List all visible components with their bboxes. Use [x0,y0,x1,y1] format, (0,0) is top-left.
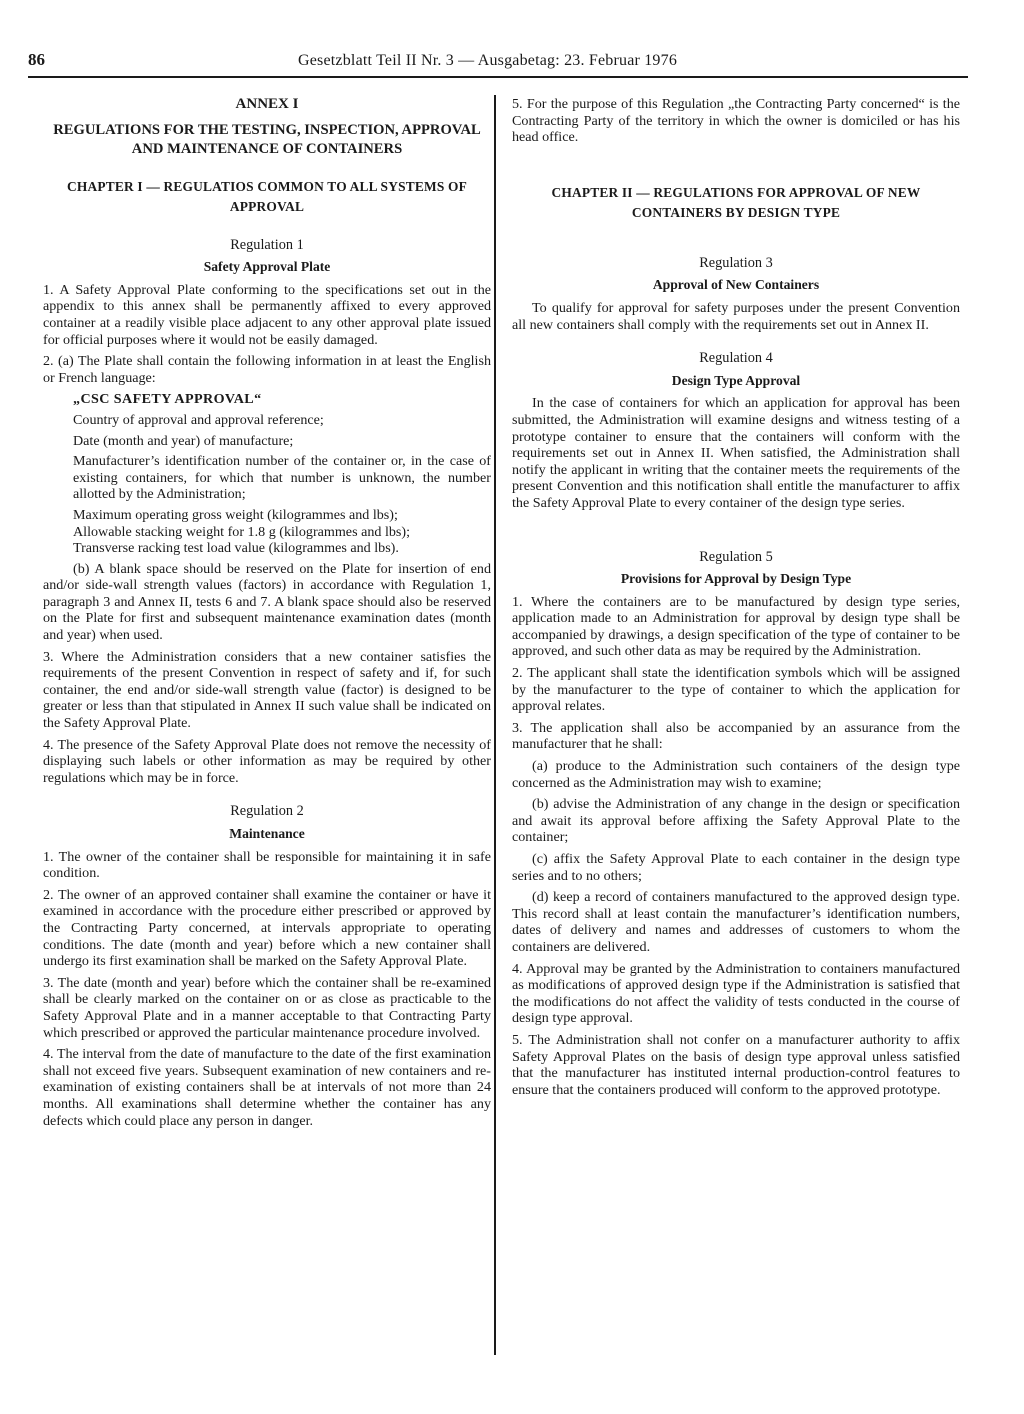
reg5-paragraph-2: 2. The applicant shall state the identification symbols which will be assigned by the manufacturer to the type of container to which the application for approval relates. [512,665,960,715]
running-title: Gesetzblatt Teil II Nr. 3 — Ausgabetag: 23. Februar 1976 [298,52,678,69]
reg5-paragraph-1: 1. Where the containers are to be manufactured by design type series, application made to an Administration for approval by design type shall be accompanied by drawings, a design specification of the type of container to be approved, and such other data as may be required by the Administration. [512,593,960,660]
plate-item-stacking-weight: Allowable stacking weight for 1.8 g (kilogrammes and lbs); [73,523,411,540]
regulation-1-number: Regulation 1 [230,236,304,253]
plate-item-racking-load: Transverse racking test load value (kilogrammes and lbs). [73,540,399,557]
right-column [512,96,960,1103]
reg4-paragraph-1: In the case of containers for which an application for approval has been submitted, the Administration will examine designs and witness testing of a prototype container to ensure that the containers will conform with the requirements set out in Annex II. When satisfied, the Administration shall notify the applicant in writing that the container meets the requirements of the present Convention and this notification shall entitle the manufacturer to affix the Safety Approval Plate to every container of the design type series. [512,395,960,511]
regulation-4-title: Design Type Approval [671,372,801,388]
left-column [43,96,491,1134]
reg2-paragraph-5: 5. For the purpose of this Regulation „the Contracting Party concerned“ is the Contracting Party of the territory in which the owner is domiciled or has his head office. [512,96,960,146]
annex-title: REGULATIONS FOR THE TESTING, INSPECTION, APPROVAL AND MAINTENANCE OF CONTAINERS [53,121,481,157]
reg2-paragraph-1: 1. The owner of the container shall be responsible for maintaining it in safe condition. [43,848,491,882]
chapter-2-title: CHAPTER II — REGULATIONS FOR APPROVAL OF NEW CONTAINERS BY DESIGN TYPE [551,184,921,220]
reg1-paragraph-4: 4. The presence of the Safety Approval Plate does not remove the necessity of displaying such labels or other information as may be required by other regulations which may be in force. [43,736,491,786]
plate-item-country: Country of approval and approval reference; [73,411,324,428]
csc-safety-approval: „CSC SAFETY APPROVAL“ [73,391,262,408]
page-number: 86 [28,50,45,69]
reg5-paragraph-3: 3. The application shall also be accompanied by an assurance from the manufacturer that he shall: [512,719,960,753]
plate-item-identification: Manufacturer’s identification number of the container or, in the case of existing containers, for which that number is unknown, the number allotted by the Administration; [73,453,491,503]
reg2-paragraph-3: 3. The date (month and year) before which the container shall be re-examined shall be clearly marked on the container on or as close as practicable to the Safety Approval Plate and in a manner acceptable to that Contracting Party which prescribed or approved the particular maintenance procedure involved. [43,974,491,1041]
regulation-5-title: Provisions for Approval by Design Type [620,571,852,587]
reg5-item-d: (d) keep a record of containers manufactured to the approved design type. This record shall at least contain the manufacturer’s identification numbers, dates of delivery and names and addresses of customers to whom the containers are delivered. [512,889,960,955]
plate-item-gross-weight: Maximum operating gross weight (kilogrammes and lbs); [73,506,398,523]
plate-item-date: Date (month and year) of manufacture; [73,432,294,449]
reg1-paragraph-2b: (b) A blank space should be reserved on the Plate for insertion of end and/or side-wall strength values (factors) in accordance with Regulation 1, paragraph 3 and Annex II, tests 6 and 7. A blank space should also be reserved on the Plate for first and subsequent maintenance examination dates (month and year) when used. [43,560,491,644]
reg1-paragraph-3: 3. Where the Administration considers that a new container satisfies the requirements of the present Convention in respect of safety and if, for such container, the end and/or side-wall strength value (factor) is designed to be greater or less than that stipulated in Annex II such value shall be indicated on the Safety Approval Plate. [43,648,491,732]
chapter-1-title: CHAPTER I — REGULATIOS COMMON TO ALL SYSTEMS OF APPROVAL [66,178,468,214]
reg5-paragraph-5: 5. The Administration shall not confer on a manufacturer authority to affix Safety Approval Plates on the basis of design type approval unless satisfied that the manufacturer has instituted internal production-control features to ensure that the containers produced will conform to the approved prototype. [512,1031,960,1098]
reg5-paragraph-4: 4. Approval may be granted by the Administration to containers manufactured as modifications of approved design type if the Administration is satisfied that the modifications do not affect the validity of tests conducted in the course of design type approval. [512,960,960,1027]
reg1-paragraph-2a: 2. (a) The Plate shall contain the following information in at least the English or French language: [43,353,491,386]
regulation-5-number: Regulation 5 [699,548,773,565]
reg3-paragraph-1: To qualify for approval for safety purposes under the present Convention all new containers shall comply with the requirements set out in Annex II. [512,299,960,333]
column-divider [494,95,496,1355]
annex-label: ANNEX I [235,96,299,112]
header-rule [28,76,968,78]
reg1-paragraph-1: 1. A Safety Approval Plate conforming to the specifications set out in the appendix to this annex shall be permanently affixed to every approved container at a readily visible place adjacent to any other approval plate issued for official purposes where it would not be easily damaged. [43,281,491,348]
reg5-item-c: (c) affix the Safety Approval Plate to each container in the design type series and to no others; [512,851,960,884]
regulation-3-title: Approval of New Containers [652,277,820,293]
reg5-item-a: (a) produce to the Administration such containers of the design type concerned as the Administration may wish to examine; [512,758,960,791]
regulation-4-number: Regulation 4 [699,350,773,367]
reg2-paragraph-4: 4. The interval from the date of manufacture to the date of the first examination shall not exceed five years. Subsequent examination of new containers and re-examination of existing containers shall be at intervals of not more than 24 months. All examinations shall determine whether the container has any defects which could place any person in danger. [43,1046,491,1129]
regulation-3-number: Regulation 3 [699,254,773,271]
regulation-1-title: Safety Approval Plate [203,259,331,275]
reg5-item-b: (b) advise the Administration of any change in the design or specification and await its approval before affixing the Safety Approval Plate to the container; [512,796,960,846]
regulation-2-number: Regulation 2 [230,803,304,820]
reg2-paragraph-2: 2. The owner of an approved container shall examine the container or have it examined in accordance with the procedure either prescribed or approved by the Contracting Party concerned, at intervals appropriate to operating conditions. The date (month and year) before which a new container shall undergo its first examination shall be marked on the Safety Approval Plate. [43,886,491,970]
regulation-2-title: Maintenance [229,826,305,841]
